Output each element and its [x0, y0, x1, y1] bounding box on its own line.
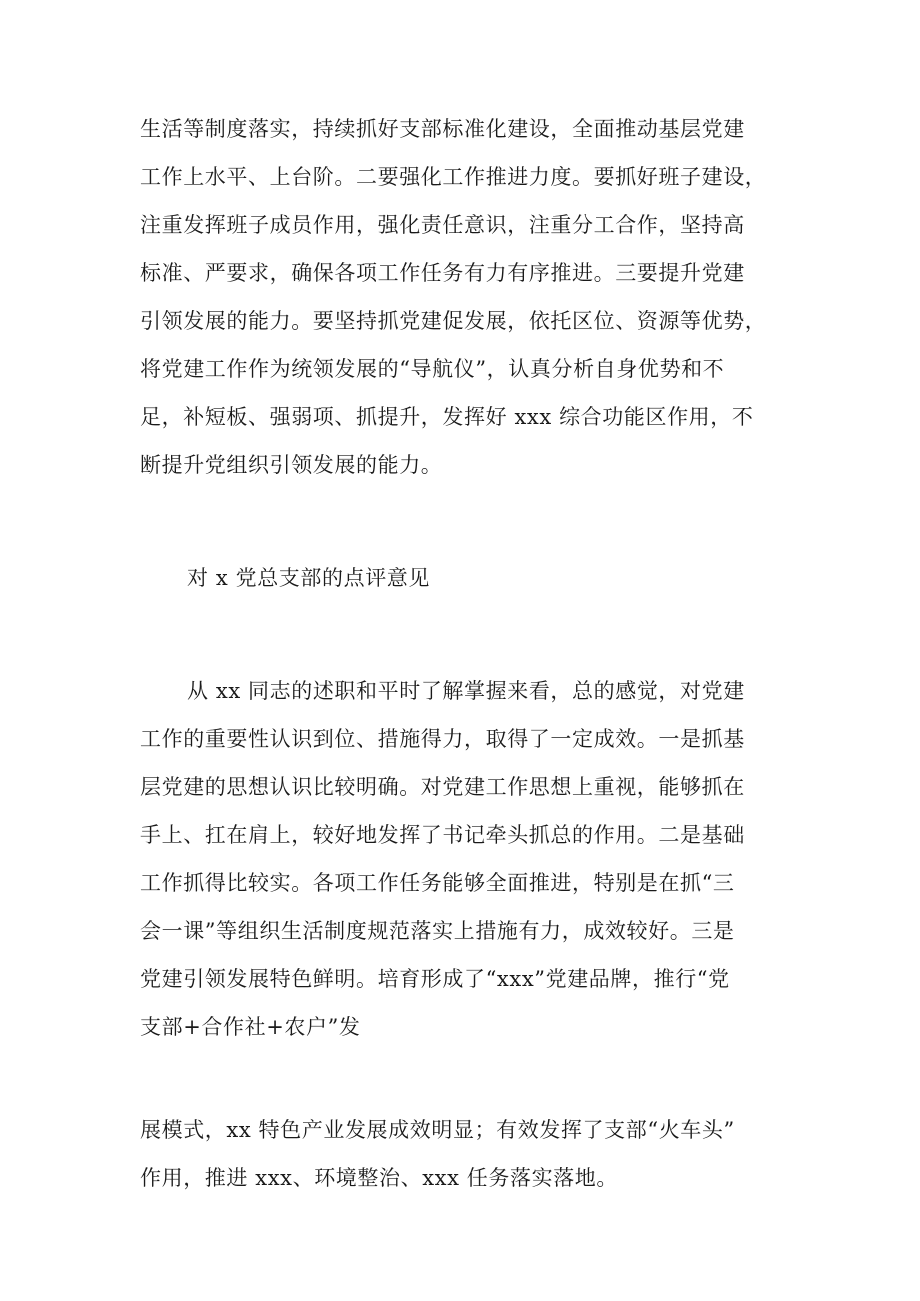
paragraph-line: 引领发展的能力。要坚持抓党建促发展，依托区位、资源等优势，: [140, 309, 767, 333]
paragraph-line: 工作抓得比较实。各项工作任务能够全面推进，特别是在抓“三: [140, 871, 735, 895]
paragraph-line: 断提升党组织引领发展的能力。: [140, 453, 443, 477]
paragraph-line: 会一课”等组织生活制度规范落实上措施有力，成效较好。三是: [140, 919, 735, 943]
paragraph-line: 手上、扛在肩上，较好地发挥了书记牵头抓总的作用。二是基础: [140, 823, 745, 847]
paragraph-line: 工作的重要性认识到位、措施得力，取得了一定成效。一是抓基: [140, 727, 745, 751]
paragraph-line: 党建引领发展特色鲜明。培育形成了“xxx”党建品牌，推行“党: [140, 967, 730, 991]
paragraph-line: 从 xx 同志的述职和平时了解掌握来看，总的感觉，对党建: [187, 679, 745, 703]
paragraph-line: 支部+合作社+农户”发: [140, 1015, 361, 1039]
paragraph-line: 标准、严要求，确保各项工作任务有力有序推进。三要提升党建: [140, 261, 745, 285]
section-heading: 对 x 党总支部的点评意见: [187, 566, 430, 590]
paragraph-line: 足，补短板、强弱项、抓提升，发挥好 xxx 综合功能区作用，不: [140, 405, 754, 429]
paragraph-line: 作用，推进 xxx、环境整治、xxx 任务落实落地。: [140, 1166, 619, 1190]
paragraph-line: 注重发挥班子成员作用，强化责任意识，注重分工合作，坚持高: [140, 213, 745, 237]
paragraph-line: 将党建工作作为统领发展的“导航仪”，认真分析自身优势和不: [140, 357, 725, 381]
paragraph-line: 层党建的思想认识比较明确。对党建工作思想上重视，能够抓在: [140, 775, 745, 799]
paragraph-line: 生活等制度落实，持续抓好支部标准化建设，全面推动基层党建: [140, 117, 745, 141]
paragraph-line: 展模式，xx 特色产业发展成效明显；有效发挥了支部“火车头”: [140, 1118, 735, 1142]
paragraph-line: 工作上水平、上台阶。二要强化工作推进力度。要抓好班子建设，: [140, 165, 767, 189]
